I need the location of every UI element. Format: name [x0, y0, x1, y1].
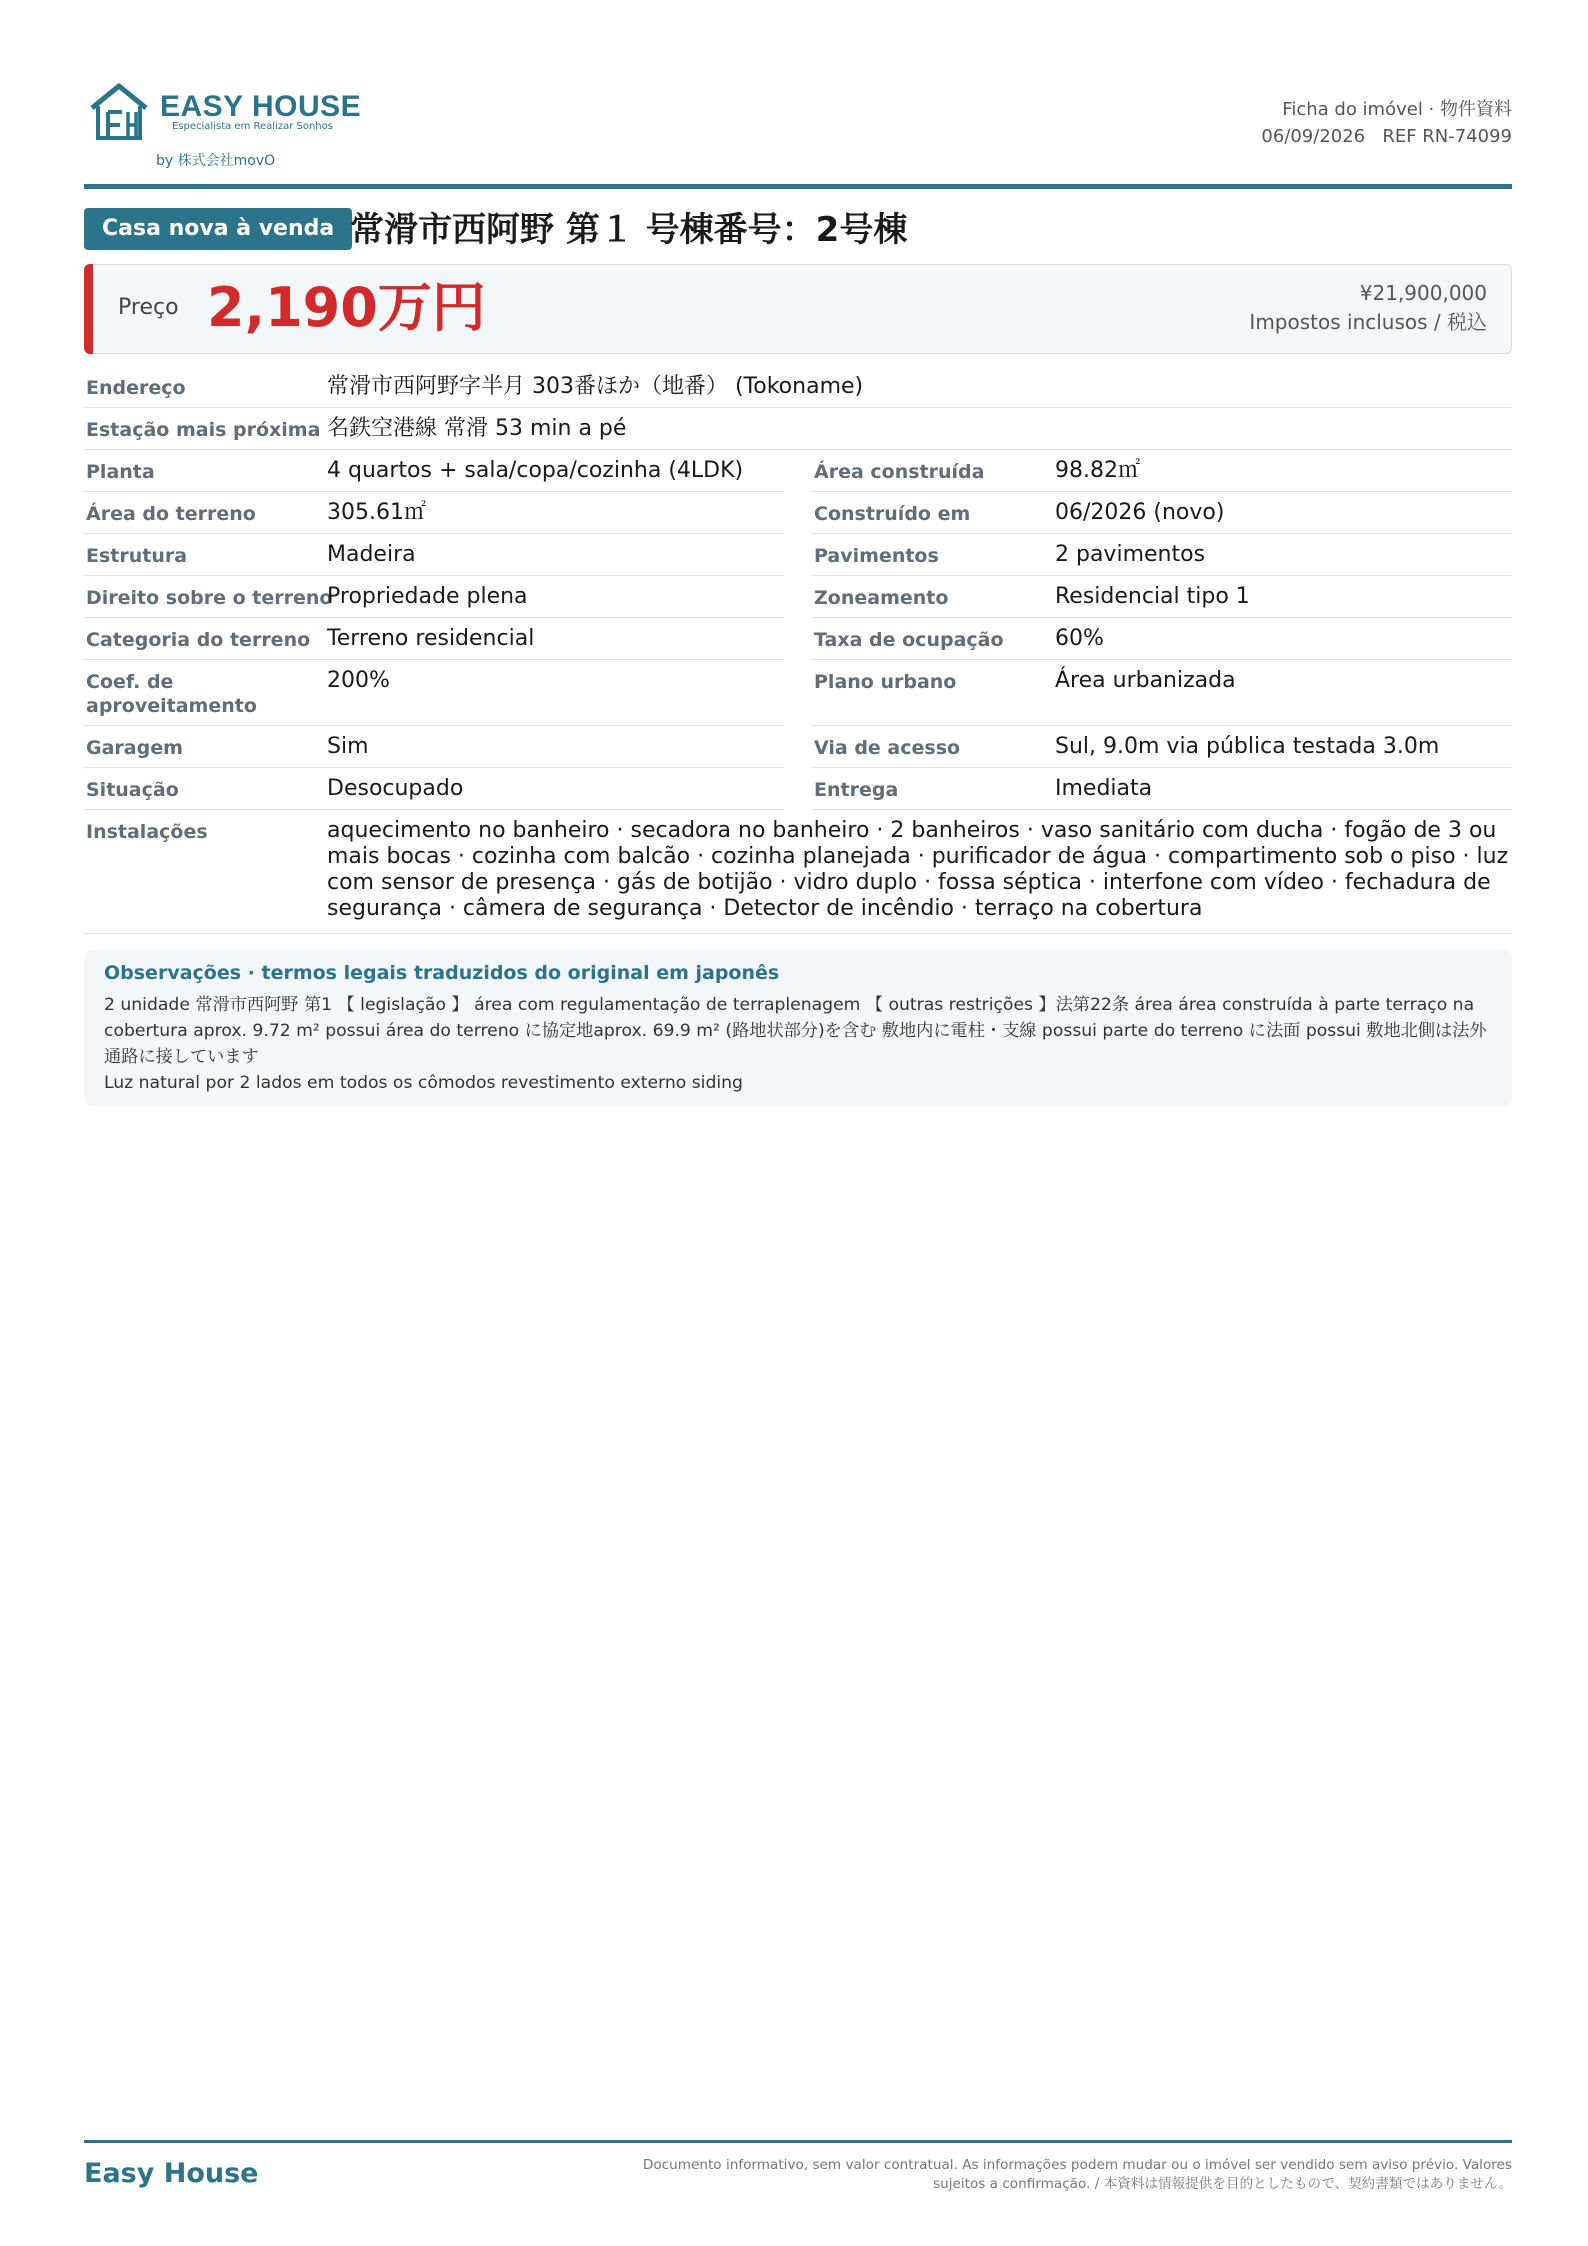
- spec-value: Área urbanizada: [1055, 668, 1236, 693]
- brand-tagline: Especialista em Realizar Sonhos: [172, 121, 333, 132]
- spec-value: 200%: [327, 668, 390, 693]
- spec-row-address: [84, 366, 1512, 408]
- spec-label: Plano urbano: [814, 671, 957, 693]
- property-title: 常滑市西阿野 第１ 号棟番号：2号棟: [350, 210, 908, 250]
- spec-row-floors: [812, 534, 1512, 576]
- price-tax-note: Impostos inclusos / 税込: [1249, 310, 1487, 334]
- spec-row-access-road: [812, 726, 1512, 768]
- spec-label: Endereço: [86, 377, 186, 399]
- row-divider: [84, 933, 1512, 934]
- facilities-list: aquecimento no banheiro · secadora no banheiro · 2 banheiros · vaso sanitário com ducha · fogão de 3 ou mais bocas · cozinha com balcão · cozinha planejada · purificador de água · compartimento sob o piso · luz com sensor de presença · gás de botijão · vidro duplo · fossa séptica · interfone com vídeo · fechadura de segurança · câmera de segurança · Detector de incêndio · terraço na cobertura: [327, 818, 1509, 921]
- spec-label: Taxa de ocupação: [814, 629, 1004, 651]
- header: [84, 80, 1512, 180]
- notes-line: Luz natural por 2 lados em todos os cômodos revestimento externo siding: [104, 1073, 743, 1093]
- spec-value: 4 quartos + sala/copa/cozinha (4LDK): [327, 458, 744, 483]
- spec-row-structure: [84, 534, 784, 576]
- spec-value: Sim: [327, 734, 369, 759]
- document-date-ref: [1261, 123, 1512, 150]
- spec-row-land-category: [84, 618, 784, 660]
- spec-label: Pavimentos: [814, 545, 939, 567]
- spec-row-station: [84, 408, 1512, 450]
- brand-name: EASY HOUSE: [160, 90, 362, 123]
- spec-row-built-in: [812, 492, 1512, 534]
- spec-label: Planta: [86, 461, 155, 483]
- spec-label: Área do terreno: [86, 503, 256, 525]
- footer-brand: Easy House: [84, 2158, 259, 2189]
- title-row: [84, 206, 1512, 256]
- spec-label: Entrega: [814, 779, 899, 801]
- spec-label: Estrutura: [86, 545, 188, 567]
- spec-value: Propriedade plena: [327, 584, 528, 609]
- brand-logo: [84, 80, 384, 170]
- notes-body: [104, 992, 1494, 1096]
- spec-value: 305.61㎡: [327, 500, 426, 525]
- notes-line: 2 unidade 常滑市西阿野 第1 【 legislação 】 área com regulamentação de terraplenagem 【 outras restrições 】法第22条 área área construída à parte terraço na cobertura aprox. 9.72 m² possui área do terreno に協定地aprox. 69.9 m² (路地状部分)を含む 敷地内に電柱・支線 possui parte do terreno に法面 possui 敷地北側は法外通路に接しています: [104, 995, 1487, 1067]
- spec-label: Situação: [86, 779, 179, 801]
- spec-row-built-area: [812, 450, 1512, 492]
- spec-label: Área construída: [814, 461, 985, 483]
- footer-divider: [84, 2140, 1512, 2143]
- price-value: 2,190万円: [207, 276, 486, 339]
- spec-row-zoning: [812, 576, 1512, 618]
- spec-label: Categoria do terreno: [86, 629, 311, 651]
- spec-row-coverage: [812, 618, 1512, 660]
- spec-value: 98.82㎡: [1055, 458, 1140, 483]
- spec-row-facilities: [84, 810, 1512, 934]
- spec-row-parking: [84, 726, 784, 768]
- document-date: 06/09/2026: [1261, 126, 1366, 147]
- spec-value: 常滑市西阿野字半月 303番ほか（地番） (Tokoname): [327, 374, 864, 399]
- spec-label: Zoneamento: [814, 587, 949, 609]
- spec-row-land-area: [84, 492, 784, 534]
- property-sheet: [84, 0, 1512, 2246]
- price-details: [1249, 279, 1487, 337]
- spec-value: 06/2026 (novo): [1055, 500, 1225, 525]
- spec-label: Estação mais próxima: [86, 419, 321, 441]
- spec-value: Residencial tipo 1: [1055, 584, 1250, 609]
- spec-row-status: [84, 768, 784, 810]
- spec-value: Terreno residencial: [327, 626, 535, 651]
- spec-value: Imediata: [1055, 776, 1153, 801]
- spec-value: 60%: [1055, 626, 1104, 651]
- footer-disclaimer: Documento informativo, sem valor contratual. As informações podem mudar ou o imóvel ser vendido sem aviso prévio. Valores sujeitos a confirmação. / 本資料は情報提供を目的としたもので、契約書類ではありません。: [642, 2157, 1512, 2192]
- listing-type-badge: Casa nova à venda: [84, 208, 352, 250]
- price-yen: ¥21,900,000: [1359, 281, 1487, 305]
- spec-value: Sul, 9.0m via pública testada 3.0m: [1055, 734, 1440, 759]
- spec-value: Desocupado: [327, 776, 464, 801]
- notes-box: [84, 950, 1512, 1106]
- spec-label: Coef. de aproveitamento: [86, 671, 257, 717]
- document-ref: REF RN-74099: [1382, 126, 1512, 147]
- notes-title: Observações · termos legais traduzidos do original em japonês: [104, 962, 780, 984]
- document-meta: [1261, 96, 1512, 150]
- spec-row-far: [84, 660, 784, 726]
- spec-row-delivery: [812, 768, 1512, 810]
- spec-row-layout: [84, 450, 784, 492]
- header-divider: [84, 184, 1512, 189]
- spec-label: Instalações: [86, 821, 208, 843]
- house-logo-icon: [88, 82, 150, 142]
- price-box: [84, 264, 1512, 354]
- spec-label: Via de acesso: [814, 737, 961, 759]
- document-title: Ficha do imóvel · 物件資料: [1282, 99, 1512, 120]
- spec-row-land-rights: [84, 576, 784, 618]
- spec-value: 名鉄空港線 常滑 53 min a pé: [327, 416, 627, 441]
- spec-row-urban-plan: [812, 660, 1512, 726]
- spec-label: Direito sobre o terreno: [86, 587, 333, 609]
- spec-value: Madeira: [327, 542, 416, 567]
- brand-company: by 株式会社movO: [156, 153, 276, 169]
- price-accent-bar: [84, 264, 93, 354]
- spec-label: Garagem: [86, 737, 183, 759]
- spec-label: Construído em: [814, 503, 971, 525]
- spec-value: 2 pavimentos: [1055, 542, 1206, 567]
- price-label: Preço: [118, 295, 179, 320]
